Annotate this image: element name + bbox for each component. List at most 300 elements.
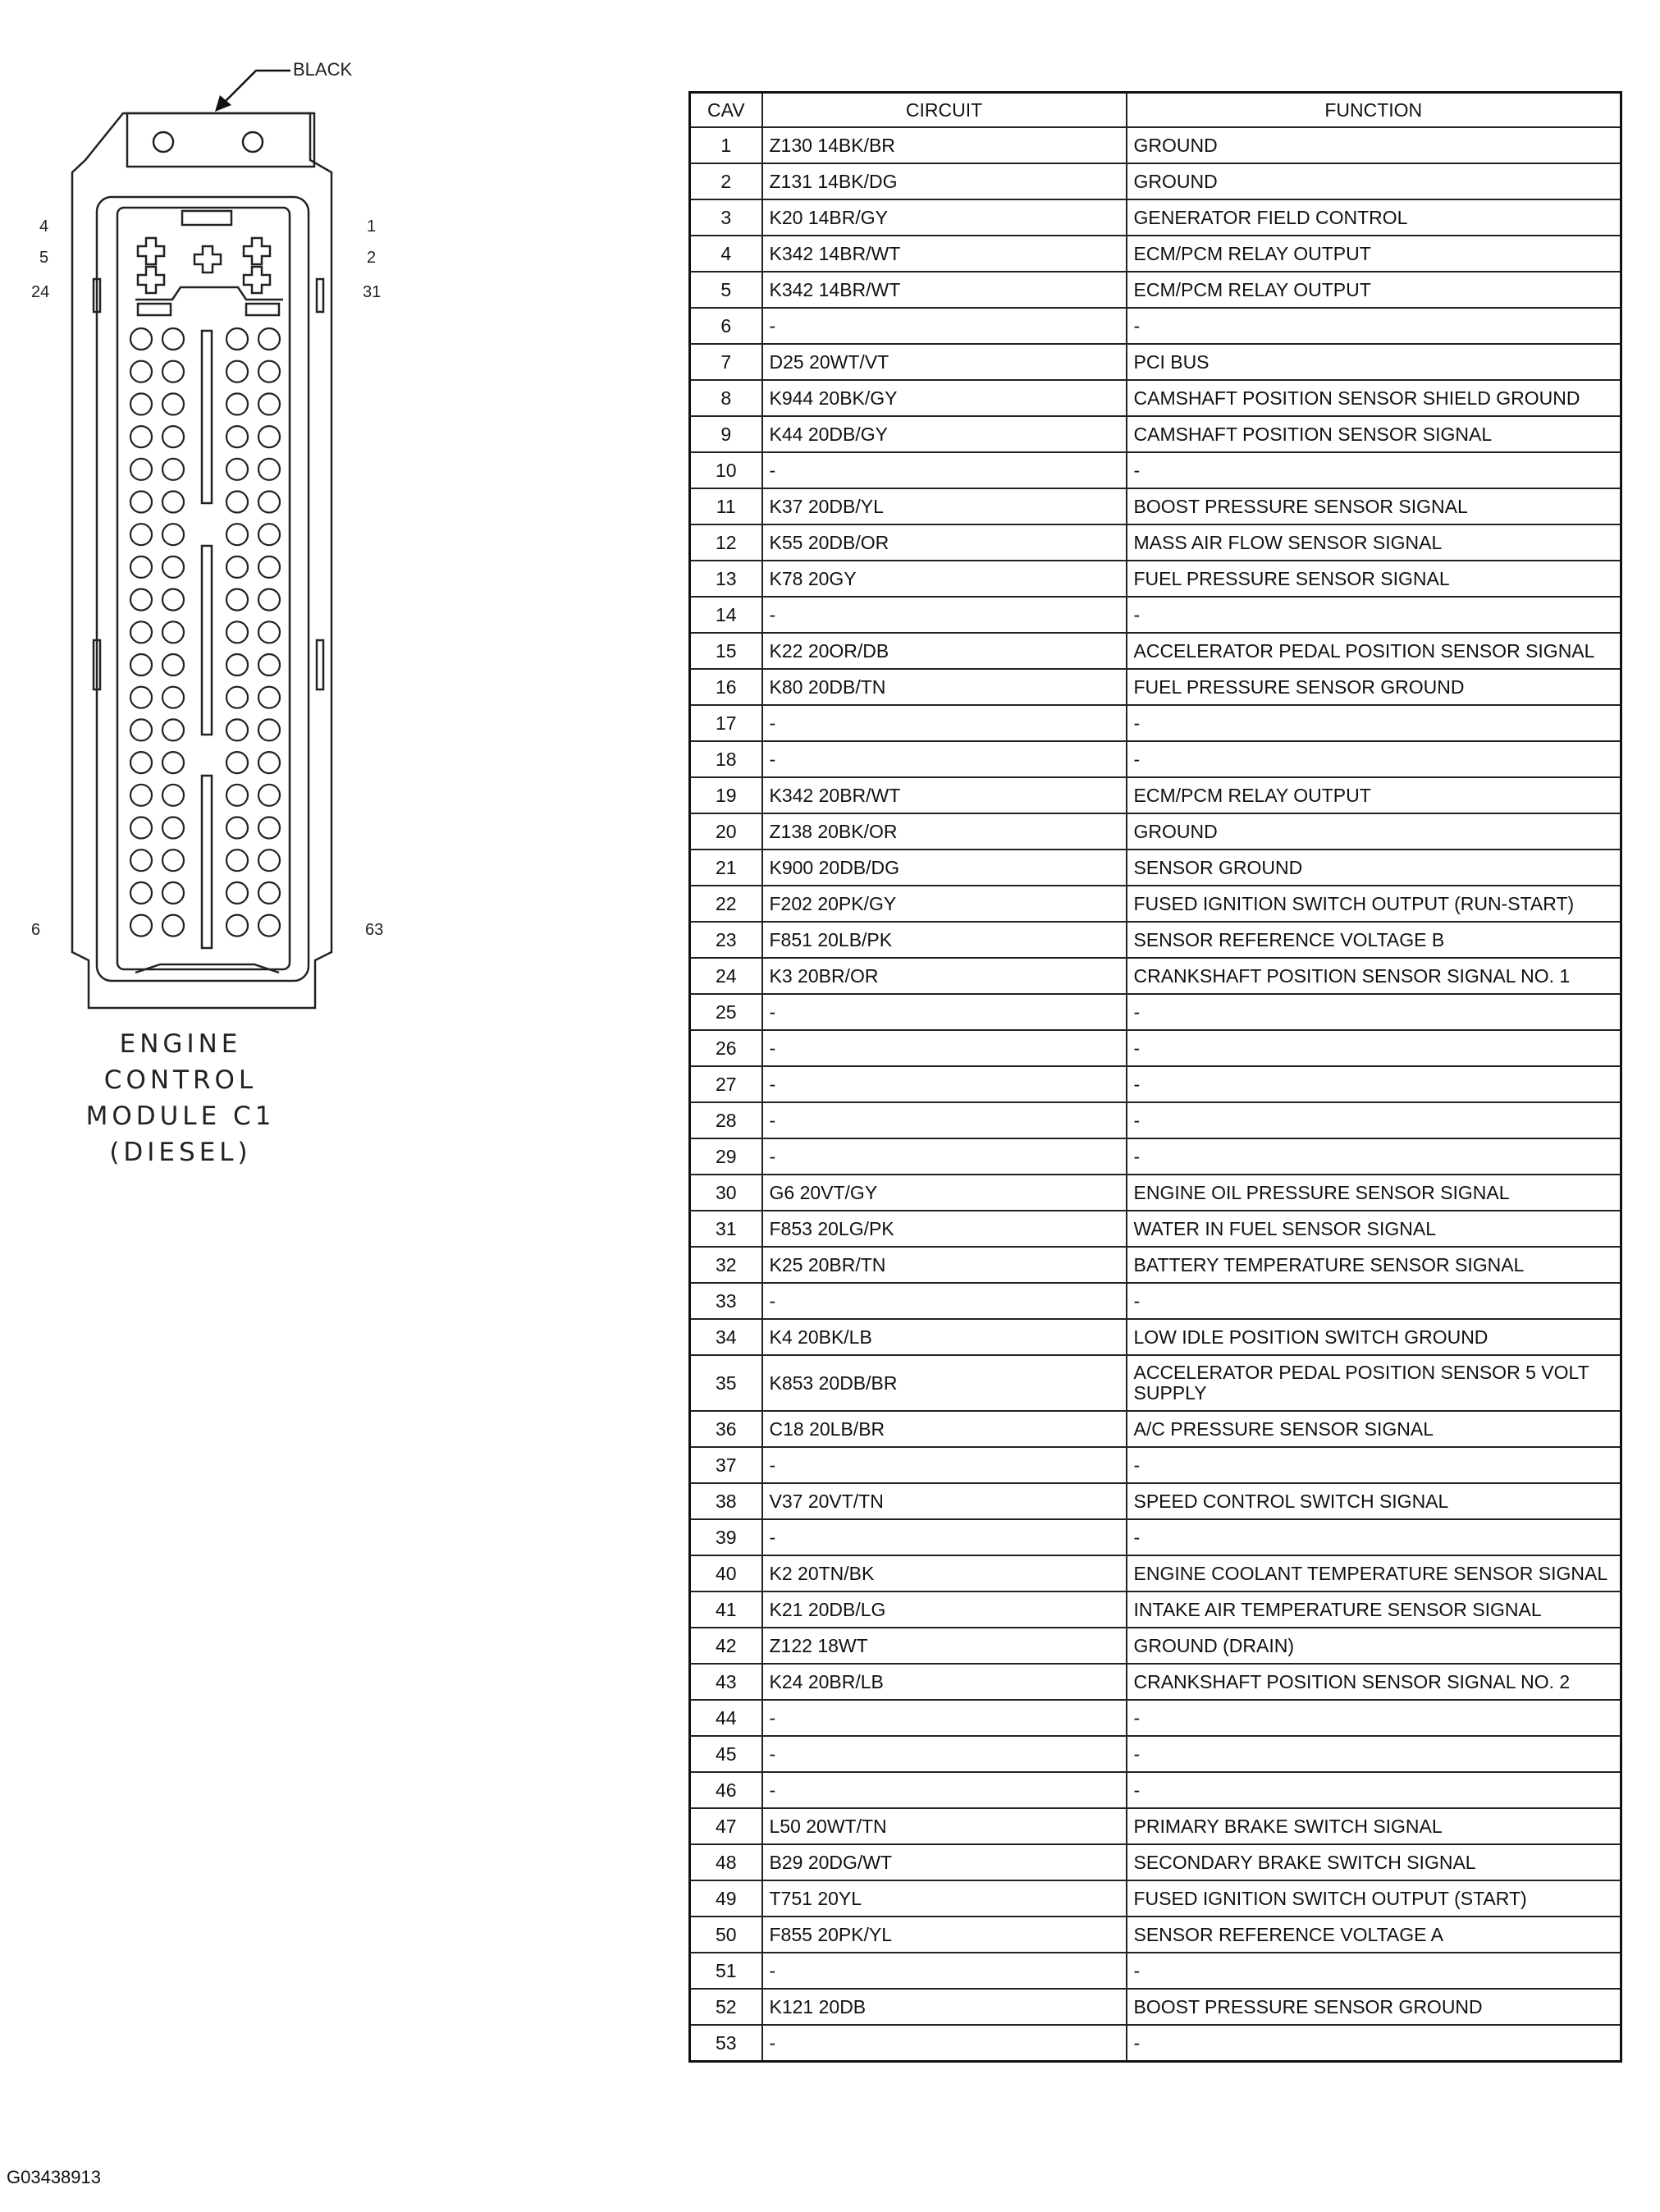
module-title-line: ENGINE bbox=[119, 1029, 242, 1059]
pin-cavity bbox=[258, 882, 280, 904]
cell-cav: 4 bbox=[690, 236, 762, 272]
cell-function: GROUND bbox=[1127, 163, 1621, 199]
table-row bbox=[690, 416, 1621, 452]
cell-function: FUSED IGNITION SWITCH OUTPUT (RUN-START) bbox=[1127, 886, 1621, 922]
cell-circuit: - bbox=[762, 1447, 1127, 1483]
pin-cavity bbox=[226, 654, 248, 676]
pin-label-31: 31 bbox=[363, 283, 382, 301]
pin-cavity bbox=[130, 426, 152, 447]
cell-cav: 51 bbox=[690, 1953, 762, 1989]
cell-function: - bbox=[1127, 1519, 1621, 1555]
table-row bbox=[690, 1953, 1621, 1989]
cell-function: - bbox=[1127, 1283, 1621, 1319]
connector-diagram bbox=[0, 0, 377, 1042]
pin-cavity bbox=[258, 556, 280, 578]
module-title-line: CONTROL bbox=[103, 1065, 258, 1095]
cell-circuit: K3 20BR/OR bbox=[762, 958, 1127, 994]
cell-circuit: B29 20DG/WT bbox=[762, 1844, 1127, 1880]
pin-label-4: 4 bbox=[39, 218, 49, 236]
cell-function: - bbox=[1127, 597, 1621, 633]
cell-cav: 35 bbox=[690, 1355, 762, 1411]
pin-cavity bbox=[162, 328, 184, 350]
table-row bbox=[690, 1519, 1621, 1555]
cell-cav: 13 bbox=[690, 561, 762, 597]
cell-cav: 7 bbox=[690, 344, 762, 380]
cell-function: - bbox=[1127, 1030, 1621, 1066]
pin-cavity bbox=[226, 459, 248, 480]
cell-cav: 21 bbox=[690, 850, 762, 886]
pin-cavity bbox=[258, 361, 280, 382]
cell-circuit: C18 20LB/BR bbox=[762, 1411, 1127, 1447]
pin-cavity bbox=[258, 785, 280, 806]
cell-function: GENERATOR FIELD CONTROL bbox=[1127, 199, 1621, 236]
pin-cavity bbox=[226, 393, 248, 414]
table-row bbox=[690, 1411, 1621, 1447]
pin-cavity bbox=[162, 426, 184, 447]
pin-label-2: 2 bbox=[367, 249, 377, 267]
table-row bbox=[690, 1283, 1621, 1319]
pin-label-24: 24 bbox=[31, 283, 50, 301]
cell-cav: 3 bbox=[690, 199, 762, 236]
pin-cavity bbox=[162, 459, 184, 480]
cell-function: BATTERY TEMPERATURE SENSOR SIGNAL bbox=[1127, 1247, 1621, 1283]
pin-cavity bbox=[130, 785, 152, 806]
pin-cavity bbox=[258, 328, 280, 350]
table-row bbox=[690, 1628, 1621, 1664]
module-title-line: MODULE C1 bbox=[85, 1101, 276, 1131]
cell-circuit: - bbox=[762, 1102, 1127, 1138]
cell-cav: 27 bbox=[690, 1066, 762, 1102]
pin-cavity bbox=[226, 817, 248, 839]
pin-cavity bbox=[130, 752, 152, 773]
cell-function: SECONDARY BRAKE SWITCH SIGNAL bbox=[1127, 1844, 1621, 1880]
cell-function: - bbox=[1127, 1447, 1621, 1483]
cell-circuit: Z138 20BK/OR bbox=[762, 813, 1127, 850]
header-function: FUNCTION bbox=[1127, 93, 1621, 128]
table-row bbox=[690, 236, 1621, 272]
cell-circuit: F851 20LB/PK bbox=[762, 922, 1127, 958]
table-row bbox=[690, 1880, 1621, 1917]
cell-cav: 43 bbox=[690, 1664, 762, 1700]
pin-cavity bbox=[162, 915, 184, 937]
cell-cav: 17 bbox=[690, 705, 762, 741]
cell-function: A/C PRESSURE SENSOR SIGNAL bbox=[1127, 1411, 1621, 1447]
pin-cavity bbox=[162, 817, 184, 839]
pin-label-5: 5 bbox=[39, 249, 49, 267]
pinout-table bbox=[688, 91, 1622, 2063]
cell-function: ACCELERATOR PEDAL POSITION SENSOR SIGNAL bbox=[1127, 633, 1621, 669]
cell-cav: 24 bbox=[690, 958, 762, 994]
cell-function: - bbox=[1127, 1736, 1621, 1772]
table-row bbox=[690, 1066, 1621, 1102]
cell-circuit: V37 20VT/TN bbox=[762, 1483, 1127, 1519]
cell-circuit: K2 20TN/BK bbox=[762, 1555, 1127, 1591]
cell-function: - bbox=[1127, 741, 1621, 777]
color-label-arrow bbox=[205, 64, 295, 113]
table-row bbox=[690, 1917, 1621, 1953]
cell-circuit: - bbox=[762, 1030, 1127, 1066]
cell-circuit: - bbox=[762, 452, 1127, 488]
pin-cavity bbox=[162, 687, 184, 708]
cell-function: SENSOR REFERENCE VOLTAGE B bbox=[1127, 922, 1621, 958]
cell-cav: 48 bbox=[690, 1844, 762, 1880]
pin-cavity-grid bbox=[130, 328, 280, 937]
cell-cav: 11 bbox=[690, 488, 762, 524]
pin-cavity bbox=[226, 589, 248, 611]
cell-circuit: - bbox=[762, 308, 1127, 344]
pin-cavity bbox=[162, 719, 184, 740]
pin-cavity bbox=[130, 915, 152, 937]
pin-cavity bbox=[130, 719, 152, 740]
table-row bbox=[690, 994, 1621, 1030]
cell-function: SPEED CONTROL SWITCH SIGNAL bbox=[1127, 1483, 1621, 1519]
cell-function: FUEL PRESSURE SENSOR SIGNAL bbox=[1127, 561, 1621, 597]
cell-cav: 31 bbox=[690, 1211, 762, 1247]
cell-circuit: F202 20PK/GY bbox=[762, 886, 1127, 922]
cell-cav: 23 bbox=[690, 922, 762, 958]
cell-circuit: Z131 14BK/DG bbox=[762, 163, 1127, 199]
cell-cav: 45 bbox=[690, 1736, 762, 1772]
cell-cav: 49 bbox=[690, 1880, 762, 1917]
table-row bbox=[690, 1247, 1621, 1283]
cell-circuit: - bbox=[762, 1953, 1127, 1989]
pin-cavity bbox=[226, 785, 248, 806]
connector-color-label: BLACK bbox=[293, 59, 353, 80]
cell-function: - bbox=[1127, 1953, 1621, 1989]
table-row bbox=[690, 777, 1621, 813]
table-row bbox=[690, 2025, 1621, 2062]
cell-function: ACCELERATOR PEDAL POSITION SENSOR 5 VOLT SUPPLY bbox=[1127, 1355, 1621, 1411]
cell-circuit: K853 20DB/BR bbox=[762, 1355, 1127, 1411]
cell-circuit: K944 20BK/GY bbox=[762, 380, 1127, 416]
table-row bbox=[690, 1591, 1621, 1628]
cell-cav: 9 bbox=[690, 416, 762, 452]
table-row bbox=[690, 1700, 1621, 1736]
cell-cav: 2 bbox=[690, 163, 762, 199]
cell-cav: 32 bbox=[690, 1247, 762, 1283]
cell-cav: 10 bbox=[690, 452, 762, 488]
table-row bbox=[690, 380, 1621, 416]
cell-circuit: D25 20WT/VT bbox=[762, 344, 1127, 380]
pin-cavity bbox=[226, 687, 248, 708]
cell-cav: 16 bbox=[690, 669, 762, 705]
pin-cavity bbox=[130, 459, 152, 480]
cell-circuit: G6 20VT/GY bbox=[762, 1175, 1127, 1211]
pin-cavity bbox=[226, 492, 248, 513]
pin-cavity bbox=[162, 361, 184, 382]
pin-cavity bbox=[258, 426, 280, 447]
cell-circuit: K24 20BR/LB bbox=[762, 1664, 1127, 1700]
cell-function: CRANKSHAFT POSITION SENSOR SIGNAL NO. 2 bbox=[1127, 1664, 1621, 1700]
pin-cavity bbox=[258, 915, 280, 937]
table-row bbox=[690, 308, 1621, 344]
cell-cav: 33 bbox=[690, 1283, 762, 1319]
pin-cavity bbox=[258, 817, 280, 839]
cell-cav: 6 bbox=[690, 308, 762, 344]
pin-cavity bbox=[226, 556, 248, 578]
pin-cavity bbox=[258, 492, 280, 513]
cell-cav: 18 bbox=[690, 741, 762, 777]
pin-cavity bbox=[162, 524, 184, 545]
pin-cavity bbox=[258, 687, 280, 708]
table-row bbox=[690, 1355, 1621, 1411]
pin-label-63: 63 bbox=[365, 921, 384, 939]
cell-cav: 14 bbox=[690, 597, 762, 633]
cell-cav: 53 bbox=[690, 2025, 762, 2062]
header-circuit: CIRCUIT bbox=[762, 93, 1127, 128]
cell-function: WATER IN FUEL SENSOR SIGNAL bbox=[1127, 1211, 1621, 1247]
cell-circuit: K25 20BR/TN bbox=[762, 1247, 1127, 1283]
pin-cavity bbox=[226, 621, 248, 643]
cell-circuit: K342 20BR/WT bbox=[762, 777, 1127, 813]
cell-cav: 25 bbox=[690, 994, 762, 1030]
cell-cav: 39 bbox=[690, 1519, 762, 1555]
pin-cavity bbox=[162, 492, 184, 513]
pin-cavity bbox=[258, 719, 280, 740]
table-header-row bbox=[690, 93, 1621, 128]
cell-cav: 19 bbox=[690, 777, 762, 813]
cell-function: - bbox=[1127, 1772, 1621, 1808]
cell-function: PRIMARY BRAKE SWITCH SIGNAL bbox=[1127, 1808, 1621, 1844]
cell-cav: 37 bbox=[690, 1447, 762, 1483]
cell-function: FUEL PRESSURE SENSOR GROUND bbox=[1127, 669, 1621, 705]
pin-cavity bbox=[130, 850, 152, 871]
table-row bbox=[690, 741, 1621, 777]
table-row bbox=[690, 813, 1621, 850]
table-row bbox=[690, 1664, 1621, 1700]
cell-circuit: - bbox=[762, 2025, 1127, 2062]
table-row bbox=[690, 597, 1621, 633]
module-title bbox=[82, 1026, 279, 1170]
cell-function: - bbox=[1127, 452, 1621, 488]
pin-cavity bbox=[162, 393, 184, 414]
pin-cavity bbox=[258, 524, 280, 545]
header-cav: CAV bbox=[690, 93, 762, 128]
cell-cav: 20 bbox=[690, 813, 762, 850]
pin-cavity bbox=[130, 492, 152, 513]
pin-cavity bbox=[130, 361, 152, 382]
cell-function: SENSOR GROUND bbox=[1127, 850, 1621, 886]
table-row bbox=[690, 524, 1621, 561]
cell-circuit: F853 20LG/PK bbox=[762, 1211, 1127, 1247]
cell-function: CAMSHAFT POSITION SENSOR SIGNAL bbox=[1127, 416, 1621, 452]
cell-cav: 8 bbox=[690, 380, 762, 416]
cell-cav: 30 bbox=[690, 1175, 762, 1211]
pin-cavity bbox=[162, 654, 184, 676]
table-row bbox=[690, 1102, 1621, 1138]
pin-cavity bbox=[226, 719, 248, 740]
cell-function: - bbox=[1127, 1102, 1621, 1138]
cell-function: ECM/PCM RELAY OUTPUT bbox=[1127, 236, 1621, 272]
pin-cavity bbox=[162, 556, 184, 578]
cell-function: - bbox=[1127, 308, 1621, 344]
cell-cav: 26 bbox=[690, 1030, 762, 1066]
pin-cavity bbox=[162, 785, 184, 806]
cell-cav: 28 bbox=[690, 1102, 762, 1138]
pin-cavity bbox=[162, 882, 184, 904]
connector-latch bbox=[127, 113, 314, 167]
cell-cav: 38 bbox=[690, 1483, 762, 1519]
pin-label-1: 1 bbox=[367, 218, 377, 236]
cell-circuit: K342 14BR/WT bbox=[762, 236, 1127, 272]
cell-cav: 52 bbox=[690, 1989, 762, 2025]
cell-circuit: Z130 14BK/BR bbox=[762, 127, 1127, 163]
cell-circuit: K55 20DB/OR bbox=[762, 524, 1127, 561]
pin-cavity bbox=[226, 915, 248, 937]
table-row bbox=[690, 669, 1621, 705]
pin-cavity bbox=[162, 850, 184, 871]
cell-circuit: - bbox=[762, 705, 1127, 741]
table-row bbox=[690, 922, 1621, 958]
cell-circuit: - bbox=[762, 1519, 1127, 1555]
cell-circuit: K22 20OR/DB bbox=[762, 633, 1127, 669]
table-row bbox=[690, 199, 1621, 236]
cell-function: FUSED IGNITION SWITCH OUTPUT (START) bbox=[1127, 1880, 1621, 1917]
cell-function: - bbox=[1127, 1138, 1621, 1175]
cell-function: CAMSHAFT POSITION SENSOR SHIELD GROUND bbox=[1127, 380, 1621, 416]
cell-function: GROUND bbox=[1127, 127, 1621, 163]
cell-circuit: K44 20DB/GY bbox=[762, 416, 1127, 452]
cell-function: - bbox=[1127, 994, 1621, 1030]
cell-cav: 12 bbox=[690, 524, 762, 561]
table-row bbox=[690, 1808, 1621, 1844]
pin-cavity bbox=[162, 589, 184, 611]
cell-circuit: L50 20WT/TN bbox=[762, 1808, 1127, 1844]
cell-cav: 40 bbox=[690, 1555, 762, 1591]
cell-cav: 46 bbox=[690, 1772, 762, 1808]
cell-function: MASS AIR FLOW SENSOR SIGNAL bbox=[1127, 524, 1621, 561]
cell-function: ECM/PCM RELAY OUTPUT bbox=[1127, 777, 1621, 813]
table-row bbox=[690, 958, 1621, 994]
cell-function: PCI BUS bbox=[1127, 344, 1621, 380]
table-row bbox=[690, 633, 1621, 669]
pin-cavity bbox=[226, 426, 248, 447]
figure-id: G03438913 bbox=[7, 2167, 101, 2187]
cell-cav: 47 bbox=[690, 1808, 762, 1844]
table-row bbox=[690, 1447, 1621, 1483]
pin-cavity bbox=[226, 524, 248, 545]
cell-cav: 1 bbox=[690, 127, 762, 163]
cell-circuit: K4 20BK/LB bbox=[762, 1319, 1127, 1355]
cell-circuit: K21 20DB/LG bbox=[762, 1591, 1127, 1628]
cell-circuit: K342 14BR/WT bbox=[762, 272, 1127, 308]
pin-cavity bbox=[258, 393, 280, 414]
table-row bbox=[690, 452, 1621, 488]
pin-cavity bbox=[130, 654, 152, 676]
cell-cav: 50 bbox=[690, 1917, 762, 1953]
pin-cavity bbox=[258, 752, 280, 773]
cell-function: - bbox=[1127, 2025, 1621, 2062]
pin-cavity bbox=[226, 361, 248, 382]
cell-function: - bbox=[1127, 1700, 1621, 1736]
table-row bbox=[690, 488, 1621, 524]
cell-function: BOOST PRESSURE SENSOR GROUND bbox=[1127, 1989, 1621, 2025]
pin-cavity bbox=[258, 850, 280, 871]
pin-label-6: 6 bbox=[31, 921, 41, 939]
cell-function: GROUND bbox=[1127, 813, 1621, 850]
cell-cav: 36 bbox=[690, 1411, 762, 1447]
cell-function: LOW IDLE POSITION SWITCH GROUND bbox=[1127, 1319, 1621, 1355]
table-row bbox=[690, 1319, 1621, 1355]
cell-function: - bbox=[1127, 705, 1621, 741]
table-row bbox=[690, 163, 1621, 199]
cell-function: SENSOR REFERENCE VOLTAGE A bbox=[1127, 1917, 1621, 1953]
cell-cav: 5 bbox=[690, 272, 762, 308]
cell-circuit: F855 20PK/YL bbox=[762, 1917, 1127, 1953]
cell-circuit: - bbox=[762, 1138, 1127, 1175]
cell-function: ENGINE COOLANT TEMPERATURE SENSOR SIGNAL bbox=[1127, 1555, 1621, 1591]
cell-circuit: K20 14BR/GY bbox=[762, 199, 1127, 236]
pin-cavity bbox=[226, 328, 248, 350]
cell-circuit: - bbox=[762, 1700, 1127, 1736]
table-row bbox=[690, 272, 1621, 308]
pin-cavity bbox=[258, 459, 280, 480]
cell-circuit: K80 20DB/TN bbox=[762, 669, 1127, 705]
pin-cavity bbox=[226, 752, 248, 773]
pin-cavity bbox=[258, 621, 280, 643]
pin-cavity bbox=[162, 752, 184, 773]
table-row bbox=[690, 1555, 1621, 1591]
cell-circuit: K78 20GY bbox=[762, 561, 1127, 597]
pin-cavity bbox=[130, 556, 152, 578]
cell-function: CRANKSHAFT POSITION SENSOR SIGNAL NO. 1 bbox=[1127, 958, 1621, 994]
cell-circuit: K37 20DB/YL bbox=[762, 488, 1127, 524]
pin-cavity bbox=[130, 524, 152, 545]
table-row bbox=[690, 1844, 1621, 1880]
cell-function: ENGINE OIL PRESSURE SENSOR SIGNAL bbox=[1127, 1175, 1621, 1211]
cell-circuit: - bbox=[762, 597, 1127, 633]
cell-circuit: - bbox=[762, 994, 1127, 1030]
table-row bbox=[690, 561, 1621, 597]
pin-cavity bbox=[162, 621, 184, 643]
table-row bbox=[690, 886, 1621, 922]
table-row bbox=[690, 1772, 1621, 1808]
pin-cavity bbox=[130, 589, 152, 611]
cell-circuit: - bbox=[762, 741, 1127, 777]
cell-function: INTAKE AIR TEMPERATURE SENSOR SIGNAL bbox=[1127, 1591, 1621, 1628]
cell-circuit: - bbox=[762, 1283, 1127, 1319]
table-row bbox=[690, 1138, 1621, 1175]
pin-cavity bbox=[130, 328, 152, 350]
pin-cavity bbox=[130, 687, 152, 708]
table-row bbox=[690, 1989, 1621, 2025]
table-row bbox=[690, 705, 1621, 741]
module-title-line: (DIESEL) bbox=[109, 1138, 252, 1167]
pin-cavity bbox=[130, 393, 152, 414]
table-row bbox=[690, 127, 1621, 163]
table-row bbox=[690, 344, 1621, 380]
pin-cavity bbox=[130, 621, 152, 643]
table-row bbox=[690, 1736, 1621, 1772]
cell-circuit: K121 20DB bbox=[762, 1989, 1127, 2025]
cell-function: - bbox=[1127, 1066, 1621, 1102]
pin-cavity bbox=[130, 882, 152, 904]
cell-circuit: - bbox=[762, 1066, 1127, 1102]
cell-function: GROUND (DRAIN) bbox=[1127, 1628, 1621, 1664]
table-row bbox=[690, 1030, 1621, 1066]
cell-function: ECM/PCM RELAY OUTPUT bbox=[1127, 272, 1621, 308]
cell-circuit: Z122 18WT bbox=[762, 1628, 1127, 1664]
cell-cav: 41 bbox=[690, 1591, 762, 1628]
table-row bbox=[690, 1175, 1621, 1211]
table-row bbox=[690, 1211, 1621, 1247]
pin-cavity bbox=[226, 850, 248, 871]
cell-cav: 29 bbox=[690, 1138, 762, 1175]
cell-circuit: T751 20YL bbox=[762, 1880, 1127, 1917]
cell-cav: 22 bbox=[690, 886, 762, 922]
cell-circuit: - bbox=[762, 1736, 1127, 1772]
pin-cavity bbox=[130, 817, 152, 839]
